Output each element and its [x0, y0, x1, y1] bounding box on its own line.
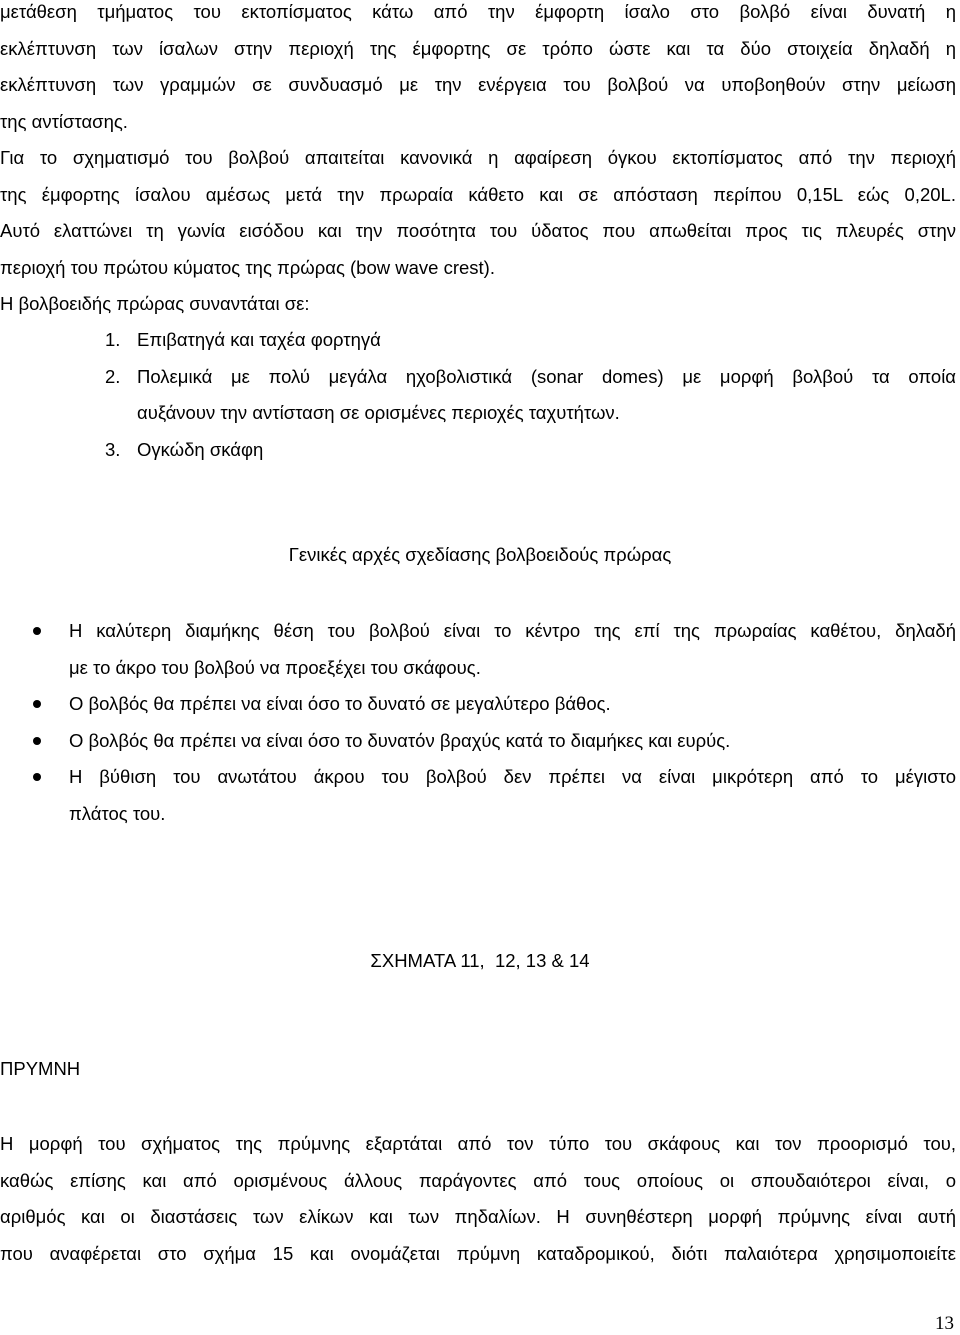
- text-line: Η βολβοειδής πρώρας συναντάται σε:: [0, 293, 310, 314]
- text-line: εκλέπτυνση των ίσαλων στην περιοχή της έμφορτης σε τρόπο ώστε και τα δύο στοιχεία δηλαδή η: [0, 37, 956, 59]
- list-item-text: Ο βολβός θα πρέπει να είναι όσο το δυνατό σε μεγαλύτερο βάθος.: [69, 693, 611, 714]
- page-number: 13: [935, 1313, 954, 1334]
- numbered-list: [0, 322, 956, 468]
- list-item: [0, 723, 956, 760]
- list-item-text: Η βύθιση του ανωτάτου άκρου του βολβού δεν πρέπει να είναι μικρότερη από το μέγιστο: [69, 766, 956, 787]
- bulb-formation-paragraph: [0, 140, 956, 323]
- text-line: εκλέπτυνση των γραμμών σε συνδυασμό με την ενέργεια του βολβού να υποβοηθούν στην μείωση: [0, 74, 956, 95]
- figures-heading: ΣΧΗΜΑΤΑ 11, 12, 13 & 14: [370, 950, 590, 971]
- text-line: περιοχή του πρώτου κύματος της πρώρας (bow wave crest).: [0, 256, 495, 278]
- text-line: της έμφορτης ίσαλου αμέσως μετά την πρωραία κάθετο και σε απόσταση περίπου 0,15L εώς 0,20L.: [0, 183, 956, 205]
- bullet-icon: [33, 700, 41, 708]
- list-item-text: πλάτος του.: [69, 802, 166, 824]
- text-line: Για το σχηματισμό του βολβού απαιτείται κανονικά η αφαίρεση όγκου εκτοπίσματος από την περιοχή: [0, 147, 956, 168]
- stern-paragraph: [0, 1126, 956, 1272]
- text-line: μετάθεση τμήματος του εκτοπίσματος κάτω από την έμφορτη ίσαλο στο βολβό είναι δυνατή η: [0, 1, 956, 22]
- list-number: 3.: [105, 438, 121, 460]
- list-item-text: Ο βολβός θα πρέπει να είναι όσο το δυνατόν βραχύς κατά το διαμήκες και ευρύς.: [69, 729, 731, 751]
- list-item: [0, 686, 956, 723]
- list-item-text: Ογκώδη σκάφη: [137, 438, 264, 460]
- list-item-text: Η καλύτερη διαμήκης θέση του βολβού είναι το κέντρο της επί της πρωραίας καθέτου, δηλαδή: [69, 620, 956, 641]
- intro-paragraph: [0, 0, 956, 140]
- bullet-icon: [33, 773, 41, 781]
- text-line: Η μορφή του σχήματος της πρύμνης εξαρτάται από τον τύπο του σκάφους και τον προορισμό του,: [0, 1133, 956, 1154]
- list-number: 2.: [105, 365, 121, 387]
- list-item-text: Επιβατηγά και ταχέα φορτηγά: [137, 329, 381, 350]
- stern-heading: ΠΡΥΜΝΗ: [0, 1058, 81, 1079]
- list-number: 1.: [105, 329, 121, 350]
- list-item: [0, 359, 956, 432]
- list-item-text: αυξάνουν την αντίσταση σε ορισμένες περιοχές ταχυτήτων.: [137, 402, 620, 423]
- text-line: της αντίστασης.: [0, 110, 128, 132]
- list-item: [0, 759, 956, 832]
- list-item-text: με το άκρο του βολβού να προεξέχει του σκάφους.: [69, 656, 481, 678]
- list-item: [0, 322, 956, 359]
- bullet-list: [0, 613, 956, 832]
- bullet-icon: [33, 737, 41, 745]
- list-item-text: Πολεμικά με πολύ μεγάλα ηχοβολιστικά (sonar domes) με μορφή βολβού τα οποία: [137, 365, 956, 387]
- text-line: αριθμός και οι διαστάσεις των ελίκων και των πηδαλίων. Η συνηθέστερη μορφή πρύμνης είναι αυτή: [0, 1206, 956, 1227]
- list-item: [0, 432, 956, 469]
- section-heading: Γενικές αρχές σχεδίασης βολβοειδούς πρώρας: [288, 544, 672, 565]
- bullet-icon: [33, 627, 41, 635]
- text-line: που αναφέρεται στο σχήμα 15 και ονομάζεται πρύμνη καταδρομικού, διότι παλαιότερα χρησιμοποιείτε: [0, 1242, 956, 1264]
- text-line: Αυτό ελαττώνει τη γωνία εισόδου και την ποσότητα του ύδατος που απωθείται προς τις πλευρές στην: [0, 220, 956, 241]
- list-item: [0, 613, 956, 686]
- text-line: καθώς επίσης και από ορισμένους άλλους παράγοντες από τους οποίους οι σπουδαιότεροι είναι, ο: [0, 1169, 956, 1191]
